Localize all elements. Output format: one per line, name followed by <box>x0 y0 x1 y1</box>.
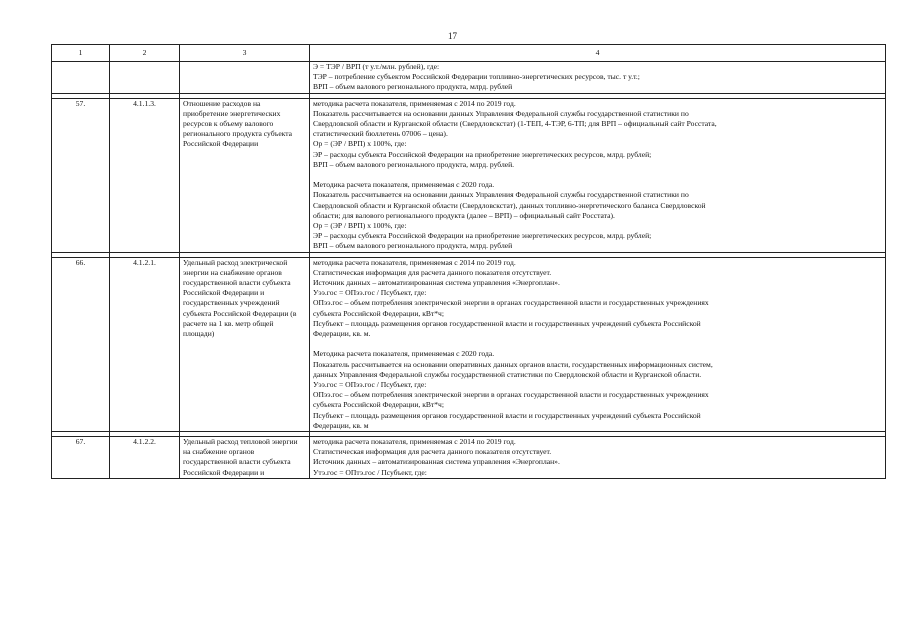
method-line: Утэ.гос = ОПтэ.гос / Псубъект, где: <box>313 467 427 477</box>
method-line: ОПээ.гос – объем потребления электрической энергии в органах государственной власти и государственных учреждениях <box>313 298 709 308</box>
method-line: Псубъект – площадь размещения органов государственной власти и государственных учреждений субъекта Российской <box>313 410 701 420</box>
header-row <box>52 45 886 62</box>
method-line: Методика расчета показателя, применяемая с 2020 года. <box>313 349 495 359</box>
row-number <box>52 62 110 94</box>
method-line: Уээ.гос = ОПээ.гос / Псубъект, где: <box>313 288 427 298</box>
indicator-code: 4.1.1.3. <box>110 98 180 252</box>
header-col-1: 1 <box>52 45 110 62</box>
indicators-table <box>51 44 886 479</box>
indicator-code <box>110 62 180 94</box>
method-line: Уээ.гос = ОПээ.гос / Псубъект, где: <box>313 380 427 390</box>
method-line: ЭР – расходы субъекта Российской Федерации на приобретение энергетических ресурсов, млрд. рублей; <box>313 231 652 241</box>
row-number: 66. <box>52 257 110 431</box>
indicator-name: Удельный расход тепловой энергии на снабжение органов государственной власти субъекта Российской Федерации и <box>180 437 310 479</box>
method-line: Источник данных – автоматизированная система управления «Энергоплан». <box>313 457 560 467</box>
method-line: Методика расчета показателя, применяемая с 2020 года. <box>313 180 495 190</box>
method-line: Свердловской области и Курганской области (Свердловскстат), данных топливно-энергетического баланса Свердловской <box>313 200 706 210</box>
header-col-3: 3 <box>180 45 310 62</box>
indicator-name <box>180 62 310 94</box>
method-line: ВРП – объем валового регионального продукта, млрд. рублей. <box>313 159 515 169</box>
method-line: Свердловской области и Курганской области (Свердловскстат) (1-ТЕП, 4-ТЭР, 6-ТП; для ВРП – официальный сайт Росстата, <box>313 119 717 129</box>
calculation-method <box>310 98 886 252</box>
method-line: методика расчета показателя, применяемая с 2014 по 2019 год. <box>313 257 516 267</box>
method-line: области; для валового регионального продукта (далее – ВРП) – официальный сайт Росстата). <box>313 210 615 220</box>
indicator-code: 4.1.2.1. <box>110 257 180 431</box>
method-line: ВРП – объем валового регионального продукта, млрд. рублей <box>313 82 513 92</box>
method-line: Показатель рассчитывается на основании данных Управления Федеральной службы государственной статистики по <box>313 108 689 118</box>
method-line: ВРП – объем валового регионального продукта, млрд. рублей <box>313 241 513 251</box>
table-body <box>52 62 886 479</box>
table-row <box>52 437 886 479</box>
calculation-method <box>310 437 886 479</box>
method-line: методика расчета показателя, применяемая с 2014 по 2019 год. <box>313 437 516 447</box>
method-line: Ор = (ЭР / ВРП) х 100%, где: <box>313 139 407 149</box>
table-row <box>52 257 886 431</box>
method-line: субъекта Российской Федерации, кВт*ч; <box>313 308 444 318</box>
indicator-name: Отношение расходов на приобретение энергетических ресурсов к объему валового регионального продукта субъекта Российской Федерации <box>180 98 310 252</box>
method-line: Показатель рассчитывается на основании данных Управления Федеральной службы государственной статистики по <box>313 190 689 200</box>
method-line: Федерации, кв. м. <box>313 329 371 339</box>
method-line: Ор = (ЭР / ВРП) х 100%, где: <box>313 221 407 231</box>
method-line: субъекта Российской Федерации, кВт*ч; <box>313 400 444 410</box>
table-row <box>52 62 886 94</box>
row-number: 57. <box>52 98 110 252</box>
method-line: Статистическая информация для расчета данного показателя отсутствует. <box>313 267 552 277</box>
page-number: 17 <box>448 31 457 41</box>
method-line <box>313 170 882 180</box>
method-line: ТЭР – потребление субъектом Российской Федерации топливно-энергетических ресурсов, тыс. т у.т.; <box>313 72 640 82</box>
calculation-method <box>310 257 886 431</box>
indicator-code: 4.1.2.2. <box>110 437 180 479</box>
method-line: Федерации, кв. м <box>313 420 369 430</box>
method-line: Псубъект – площадь размещения органов государственной власти и государственных учреждений субъекта Российской <box>313 318 701 328</box>
method-line: Показатель рассчитывается на основании оперативных данных органов власти, государственных информационных систем, <box>313 359 713 369</box>
method-line: методика расчета показателя, применяемая с 2014 по 2019 год. <box>313 98 516 108</box>
indicator-name: Удельный расход электрической энергии на снабжение органов государственной власти субъекта Российской Федерации и государственных учреждений субъекта Российской Федерации (в расчете на 1 кв. метр общей площади) <box>180 257 310 431</box>
row-number: 67. <box>52 437 110 479</box>
method-line: Источник данных – автоматизированная система управления «Энергоплан». <box>313 278 560 288</box>
method-line: статистический бюллетень 07006 – цена). <box>313 129 448 139</box>
method-line: Статистическая информация для расчета данного показателя отсутствует. <box>313 447 552 457</box>
header-col-4: 4 <box>310 45 886 62</box>
method-line: ОПээ.гос – объем потребления электрической энергии в органах государственной власти и государственных учреждениях <box>313 390 709 400</box>
method-line: данных Управления Федеральной службы государственной статистики по Свердловской области и Курганской области. <box>313 369 702 379</box>
method-line <box>313 339 882 349</box>
table-row <box>52 98 886 252</box>
method-line: ЭР – расходы субъекта Российской Федерации на приобретение энергетических ресурсов, млрд. рублей; <box>313 149 652 159</box>
calculation-method <box>310 62 886 94</box>
header-col-2: 2 <box>110 45 180 62</box>
method-line: Э = ТЭР / ВРП (т у.т./млн. рублей), где: <box>313 62 440 71</box>
